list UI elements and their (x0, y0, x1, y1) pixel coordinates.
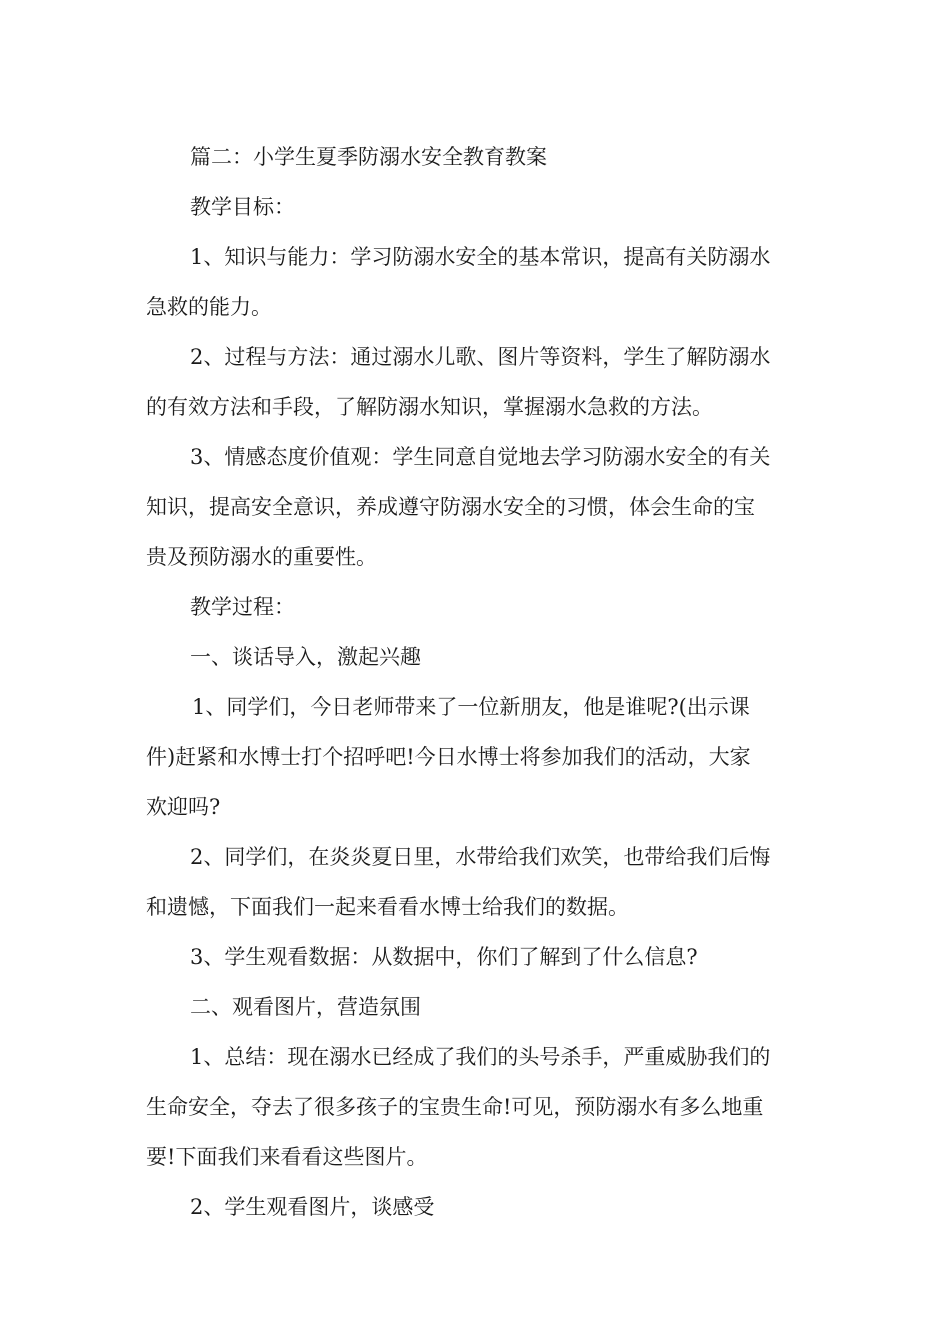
paragraph-line: 3、情感态度价值观：学生同意自觉地去学习防溺水安全的有关 (190, 445, 771, 469)
paragraph-line: 2、同学们，在炎炎夏日里，水带给我们欢笑，也带给我们后悔 (190, 845, 771, 869)
paragraph-line: 3、学生观看数据：从数据中，你们了解到了什么信息? (190, 945, 698, 969)
paragraph-line: 知识，提高安全意识，养成遵守防溺水安全的习惯，体会生命的宝 (146, 495, 755, 519)
paragraph-line: 1、总结：现在溺水已经成了我们的头号杀手，严重威胁我们的 (190, 1045, 771, 1069)
paragraph-line: 1、同学们，今日老师带来了一位新朋友，他是谁呢?(出示课 (192, 695, 750, 719)
subheading-intro: 一、谈话导入，激起兴趣 (190, 645, 421, 669)
paragraph-line: 要!下面我们来看看这些图片。 (146, 1145, 428, 1169)
paragraph-line: 2、学生观看图片，谈感受 (190, 1195, 435, 1219)
paragraph-line: 1、知识与能力：学习防溺水安全的基本常识，提高有关防溺水 (190, 245, 771, 269)
paragraph-line: 和遗憾，下面我们一起来看看水博士给我们的数据。 (146, 895, 629, 919)
paragraph-line: 2、过程与方法：通过溺水儿歌、图片等资料，学生了解防溺水 (190, 345, 771, 369)
heading-teaching-process: 教学过程： (190, 595, 295, 619)
paragraph-line: 急救的能力。 (146, 295, 272, 319)
subheading-pictures: 二、观看图片，营造氛围 (190, 995, 421, 1019)
paragraph-line: 生命安全，夺去了很多孩子的宝贵生命!可见，预防溺水有多么地重 (146, 1095, 764, 1119)
heading-teaching-goals: 教学目标： (190, 195, 295, 219)
section-title: 篇二：小学生夏季防溺水安全教育教案 (190, 145, 547, 169)
paragraph-line: 欢迎吗? (146, 795, 221, 819)
paragraph-line: 贵及预防溺水的重要性。 (146, 545, 377, 569)
document-body (146, 132, 810, 1232)
paragraph-line: 件)赶紧和水博士打个招呼吧!今日水博士将参加我们的活动，大家 (146, 745, 751, 769)
paragraph-line: 的有效方法和手段，了解防溺水知识，掌握溺水急救的方法。 (146, 395, 713, 419)
